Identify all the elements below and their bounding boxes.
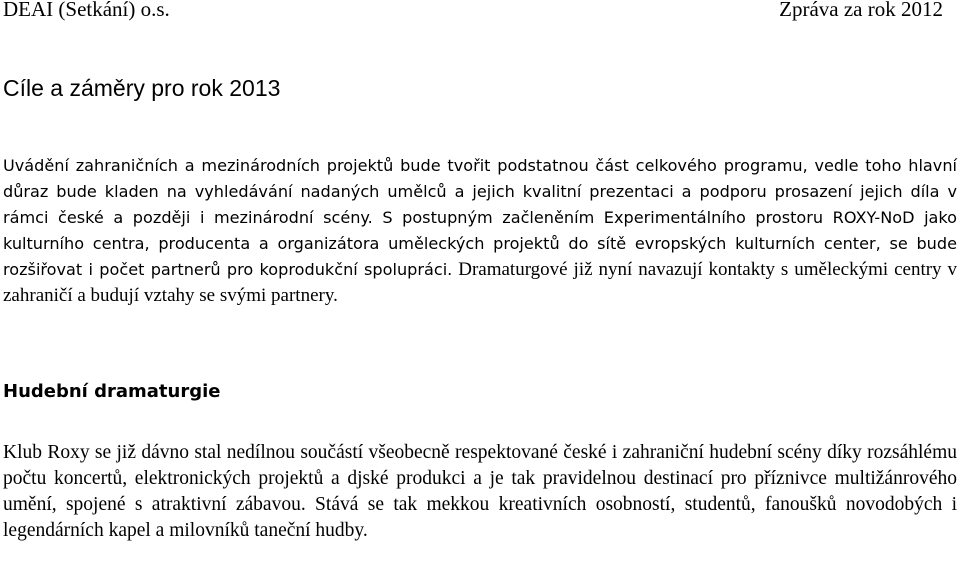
- organization-name: DEAI (Setkání) o.s.: [3, 0, 170, 21]
- music-paragraph: Klub Roxy se již dávno stal nedílnou součástí všeobecně respektované české i zahraniční hudební scény díky rozsáhlému počtu koncertů, elektronických projektů a djské produkci a je tak pravidelnou destinací pro příznivce multižánrového umění, spojené s atraktivní zábavou. Stává se tak mekkou kreativních osobností, studentů, fanoušků novodobých i legendárních kapel a milovníků taneční hudby.: [3, 442, 957, 541]
- goals-paragraph-part3: Dramaturgové již nyní navazují kontakty s uměleckými centry v zahraničí a budují vztahy se svými partnery.: [3, 259, 957, 306]
- goals-paragraph: [3, 153, 957, 309]
- page-header: [3, 0, 957, 24]
- section-heading: Cíle a záměry pro rok 2013: [3, 75, 281, 101]
- music-dramaturgy-heading: Hudební dramaturgie: [3, 381, 221, 402]
- report-title: Zpráva za rok 2012: [779, 0, 943, 21]
- goals-paragraph-part2: S postupným začleněním Experimentálního prostoru ROXY-NoD jako kulturního centra, producenta a organizátora uměleckých projektů do sítě evropských kulturních center, se bude rozšiřovat i počet partnerů pro koprodukční spolupráci.: [3, 208, 957, 279]
- goals-paragraph-part1: Uvádění zahraničních a mezinárodních projektů bude tvořit podstatnou část celkového programu, vedle toho hlavní důraz bude kladen na vyhledávání nadaných umělců a jejich kvalitní prezentaci a podporu prosazení jejich díla v rámci české a později i mezinárodní scény.: [3, 156, 957, 227]
